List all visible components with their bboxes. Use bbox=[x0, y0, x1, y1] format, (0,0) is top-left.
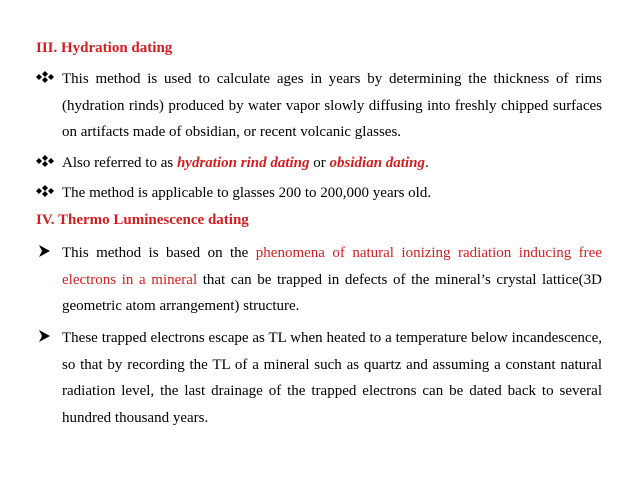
hydration-bullet-1 bbox=[36, 66, 602, 146]
tl-bullet-1-suffix: that can be trapped in defects of the mineral’s crystal lattice(3D geometric atom arrangement) structure. bbox=[62, 271, 602, 314]
diamond-bullet-icon bbox=[36, 66, 54, 88]
tl-bullet-1-text bbox=[62, 240, 602, 320]
term-obsidian-dating: obsidian dating bbox=[329, 155, 425, 171]
heading-hydration-dating: III. Hydration dating bbox=[36, 40, 173, 56]
hydration-bullet-2 bbox=[36, 150, 602, 177]
arrow-bullet-icon bbox=[36, 240, 54, 262]
tl-bullet-1 bbox=[36, 240, 602, 320]
diamond-bullet-icon bbox=[36, 150, 54, 172]
arrow-bullet-icon bbox=[36, 325, 54, 347]
tl-bullet-1-prefix: This method is based on the bbox=[62, 245, 256, 261]
tl-bullet-2 bbox=[36, 325, 602, 431]
tl-bullet-1-highlight: phenomena of natural ionizing radiation inducing free electrons in a mineral bbox=[62, 245, 602, 288]
hydration-bullet-3-text: The method is applicable to glasses 200 to 200,000 years old. bbox=[62, 185, 432, 201]
hydration-bullet-1-text: This method is used to calculate ages in years by determining the thickness of rims (hydration rinds) produced by water vapor slowly diffusing into freshly chipped surfaces on artifacts made of obsidian, or recent volcanic glasses. bbox=[62, 71, 602, 140]
bullet-2-prefix: Also referred to as bbox=[62, 155, 177, 171]
hydration-bullet-3 bbox=[36, 180, 602, 207]
bullet-2-mid: or bbox=[309, 155, 330, 171]
term-hydration-rind-dating: hydration rind dating bbox=[176, 155, 310, 171]
bullet-2-suffix: . bbox=[424, 155, 429, 171]
tl-bullet-2-text: These trapped electrons escape as TL when heated to a temperature below incandescence, so that by recording the TL of a mineral such as quartz and assuming a constant natural radiation level, the last drainage of the trapped electrons can be dated back to several hundred thousand years. bbox=[62, 330, 602, 426]
diamond-bullet-icon bbox=[36, 180, 54, 202]
hydration-bullet-2-text bbox=[62, 150, 602, 177]
heading-thermo-luminescence-dating: IV. Thermo Luminescence dating bbox=[36, 212, 249, 228]
